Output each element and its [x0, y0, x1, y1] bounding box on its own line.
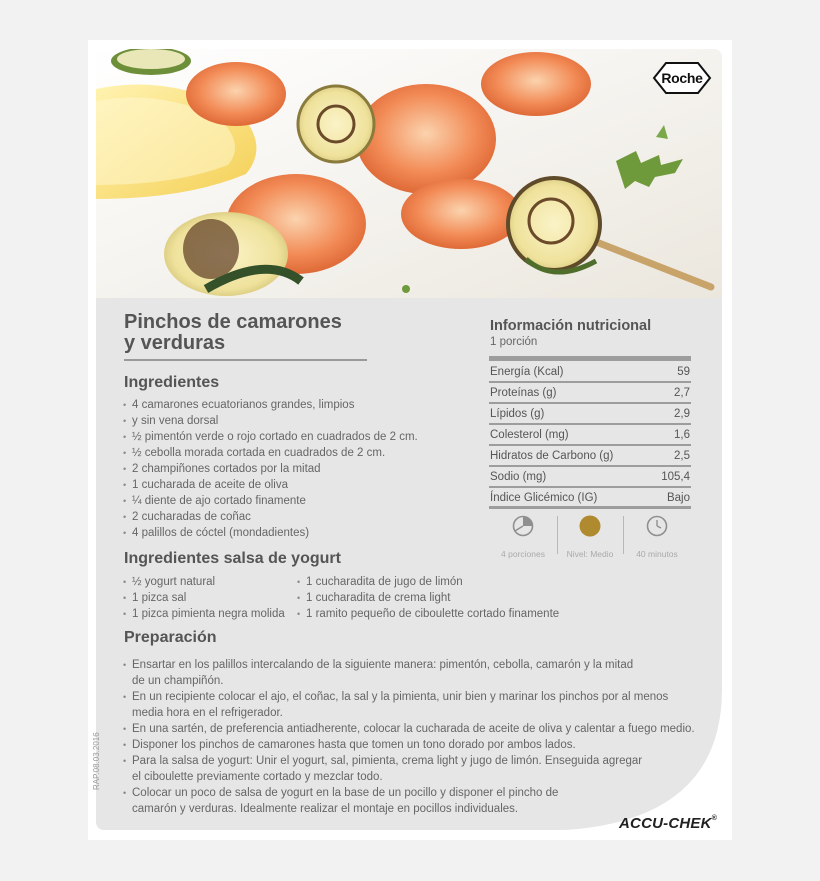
portions-meta [488, 515, 558, 559]
list-item: • 4 camarones ecuatorianos grandes, limpios [123, 397, 463, 413]
ingredients-list [123, 397, 463, 541]
preparation-heading: Preparación [124, 629, 217, 646]
list-item: • 1 pizca pimienta negra molida [123, 606, 293, 622]
nutrition-row [489, 467, 691, 488]
list-item: • 4 palillos de cóctel (mondadientes) [123, 525, 463, 541]
list-item-line: Disponer los pinchos de camarones hasta que tomen un tono dorado por ambos lados. [132, 739, 576, 751]
list-item [123, 721, 713, 737]
list-item: • 1 cucharada de aceite de oliva [123, 477, 463, 493]
nutrition-label: Sodio (mg) [490, 471, 547, 483]
level-dot-icon [579, 515, 601, 537]
nutrition-label: Lípidos (g) [490, 408, 545, 420]
list-item: • 1 cucharadita de jugo de limón [297, 574, 597, 590]
accu-chek-logo-text: ACCU-CHEK [619, 815, 712, 832]
sauce-heading: Ingredientes salsa de yogurt [124, 550, 341, 567]
nutrition-label: Proteínas (g) [490, 387, 557, 399]
nutrition-label: Energía (Kcal) [490, 366, 564, 378]
nutrition-title: Información nutricional [490, 318, 652, 334]
time-meta [622, 515, 692, 559]
list-item [123, 785, 713, 817]
list-item-line: En una sartén, de preferencia antiadherente, colocar la cucharada de aceite de oliva y calentar a fuego medio. [132, 723, 695, 735]
sauce-list-left [123, 574, 293, 622]
clock-icon [646, 515, 668, 537]
recipe-title-line2: y verduras [124, 332, 226, 354]
nutrition-label: Hidratos de Carbono (g) [490, 450, 614, 462]
list-item-line: media hora en el refrigerador. [132, 707, 283, 719]
list-item-line: En un recipiente colocar el ajo, el coñac, la sal y la pimienta, unir bien y marinar los pinchos por al menos [132, 691, 669, 703]
list-item-line: camarón y verduras. Idealmente realizar el montaje en pocillos individuales. [132, 803, 519, 815]
nutrition-label: Índice Glicémico (IG) [490, 492, 598, 504]
nutrition-row [489, 446, 691, 467]
nutrition-value: 2,5 [674, 450, 690, 462]
pie-portion-icon [512, 515, 534, 537]
nutrition-row [489, 404, 691, 425]
title-underline [124, 359, 367, 361]
list-item: • 2 cucharadas de coñac [123, 509, 463, 525]
time-label: 40 minutos [636, 549, 678, 559]
nutrition-value: 105,4 [661, 471, 690, 483]
nutrition-header-bar [489, 356, 691, 361]
level-meta [555, 515, 625, 559]
list-item: • ½ yogurt natural [123, 574, 293, 590]
nutrition-table [489, 362, 691, 509]
nutrition-row [489, 383, 691, 404]
nutrition-row [489, 488, 691, 509]
nutrition-value: 2,9 [674, 408, 690, 420]
nutrition-label: Colesterol (mg) [490, 429, 569, 441]
list-item: • ½ cebolla morada cortada en cuadrados de 2 cm. [123, 445, 463, 461]
list-item: • 1 pizca sal [123, 590, 293, 606]
preparation-list [123, 657, 713, 817]
nutrition-value: 1,6 [674, 429, 690, 441]
list-item [123, 689, 713, 721]
nutrition-value: 59 [677, 366, 690, 378]
list-item-line: Para la salsa de yogurt: Unir el yogurt, sal, pimienta, crema light y jugo de limón. Enseguida agregar [132, 755, 643, 767]
roche-logo-text: Roche [661, 70, 703, 86]
nutrition-row [489, 362, 691, 383]
list-item-line: el ciboulette previamente cortado y mezclar todo. [132, 771, 383, 783]
list-item: • ¼ diente de ajo cortado finamente [123, 493, 463, 509]
list-item [123, 737, 713, 753]
nutrition-value: Bajo [666, 492, 690, 504]
portions-label: 4 porciones [501, 549, 545, 559]
nutrition-row [489, 425, 691, 446]
accu-chek-logo [619, 815, 717, 832]
nutrition-value: 2,7 [674, 387, 690, 399]
list-item: • ½ pimentón verde o rojo cortado en cuadrados de 2 cm. [123, 429, 463, 445]
list-item-continuation: • y sin vena dorsal [123, 413, 463, 429]
registered-mark: ® [711, 815, 717, 822]
list-item [123, 657, 713, 689]
ingredients-heading: Ingredientes [124, 374, 220, 391]
list-item: • 1 cucharadita de crema light [297, 590, 597, 606]
list-item: • 2 champiñones cortados por la mitad [123, 461, 463, 477]
recipe-title [124, 312, 374, 354]
document-code: RAP.08.03.2016 [92, 732, 101, 790]
list-item-line: Colocar un poco de salsa de yogurt en la base de un pocillo y disponer el pincho de [132, 787, 559, 799]
nutrition-subtitle: 1 porción [490, 336, 538, 348]
list-item: • 1 ramito pequeño de ciboulette cortado finamente [297, 606, 597, 622]
list-item [123, 753, 713, 785]
list-item-line: de un champiñón. [132, 675, 224, 687]
recipe-title-line1: Pinchos de camarones [124, 311, 342, 333]
roche-logo [652, 61, 712, 95]
list-item-line: Ensartar en los palillos intercalando de la siguiente manera: pimentón, cebolla, camarón y la mitad [132, 659, 634, 671]
sauce-list-right [297, 574, 597, 622]
level-label: Nivel: Medio [566, 549, 614, 559]
